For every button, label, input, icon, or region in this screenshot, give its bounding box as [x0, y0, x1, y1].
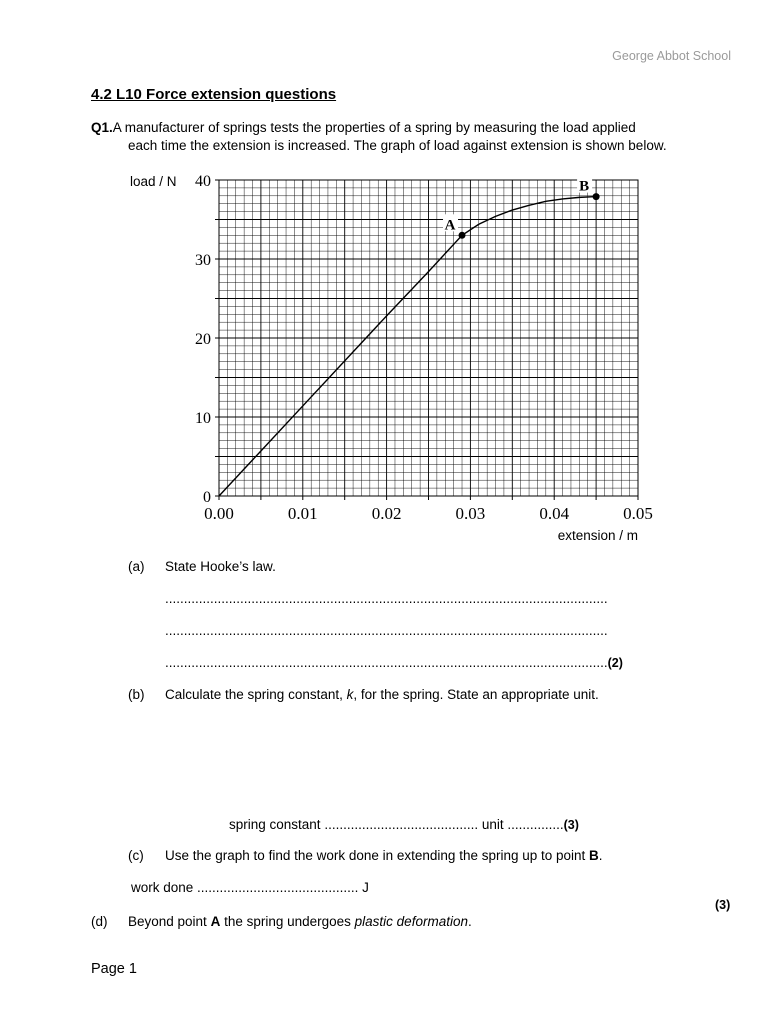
point-a-label: A	[444, 217, 456, 234]
part-d-point-a: A	[210, 914, 221, 929]
work-done-answer-field[interactable]: ...........................................	[197, 880, 359, 895]
x-tick-label: 0.01	[287, 504, 318, 523]
part-b-answer-row	[229, 817, 579, 832]
point-b-marker	[593, 193, 600, 200]
work-done-unit: J	[358, 880, 369, 895]
part-a-label: (a)	[128, 559, 145, 574]
y-tick-label: 0	[203, 489, 211, 506]
part-d-label: (d)	[91, 914, 108, 929]
x-tick-label: 0.03	[455, 504, 486, 523]
x-tick-label: 0.05	[623, 504, 653, 523]
part-c-label: (c)	[128, 848, 144, 863]
part-c-text-after: .	[598, 848, 603, 863]
point-a-marker	[459, 232, 466, 239]
page-number: Page 1	[91, 961, 137, 977]
spring-constant-label: spring constant	[229, 817, 325, 832]
part-a-text: State Hooke’s law.	[165, 559, 276, 574]
part-d-text-middle: the spring undergoes	[220, 914, 355, 929]
part-a-answer-line-3-dots[interactable]: ......................................................................................................................	[165, 655, 608, 670]
curve-layer	[219, 197, 596, 496]
part-b-marks: (3)	[563, 818, 579, 832]
point-b-label: B	[579, 178, 590, 195]
load-extension-curve	[219, 197, 596, 496]
part-d-text-before: Beyond point	[128, 914, 211, 929]
part-b-label: (b)	[128, 687, 145, 702]
question-1-text-line1: A manufacturer of springs tests the properties of a spring by measuring the load applied	[112, 120, 636, 135]
y-tick-label: 10	[195, 410, 211, 427]
part-b-text-before: Calculate the spring constant,	[165, 687, 347, 702]
ticks	[215, 180, 638, 500]
part-b-variable-k: k	[346, 687, 354, 702]
part-c-point-b: B	[589, 848, 599, 863]
x-axis-label: extension / m	[557, 528, 638, 543]
y-tick-label: 40	[195, 173, 211, 190]
part-b-text	[165, 687, 599, 702]
school-name: George Abbot School	[612, 49, 731, 63]
spring-constant-answer-field[interactable]: .........................................	[324, 817, 479, 832]
document-title: 4.2 L10 Force extension questions	[91, 86, 337, 103]
part-c-text	[165, 848, 603, 863]
labels-layer	[130, 173, 653, 543]
unit-answer-field[interactable]: ...............	[507, 817, 564, 832]
x-tick-label: 0.04	[539, 504, 570, 523]
part-a-answer-line-3	[165, 655, 623, 670]
unit-label: unit	[478, 817, 508, 832]
part-a-answer-line-2[interactable]: ......................................................................................................................	[165, 623, 608, 638]
question-1-intro-line2: each time the extension is increased. The graph of load against extension is shown below.	[128, 138, 667, 153]
part-a-answer-line-1[interactable]: ......................................................................................................................	[165, 591, 608, 606]
part-d-plastic-deformation: plastic deformation	[354, 914, 468, 929]
y-axis-label: load / N	[130, 174, 177, 189]
x-tick-label: 0.00	[204, 504, 234, 523]
part-b-text-after: , for the spring. State an appropriate unit.	[353, 687, 599, 702]
x-tick-label: 0.02	[371, 504, 402, 523]
part-c-text-before: Use the graph to find the work done in extending the spring up to point	[165, 848, 590, 863]
part-c-marks: (3)	[715, 898, 731, 912]
work-done-label: work done	[131, 880, 198, 895]
part-c-answer-row	[131, 880, 369, 895]
part-d-text-after: .	[467, 914, 472, 929]
y-tick-label: 20	[195, 331, 211, 348]
y-tick-label: 30	[195, 252, 211, 269]
part-a-marks: (2)	[607, 656, 623, 670]
part-d-text	[128, 914, 472, 929]
question-1-label: Q1.	[91, 120, 113, 135]
